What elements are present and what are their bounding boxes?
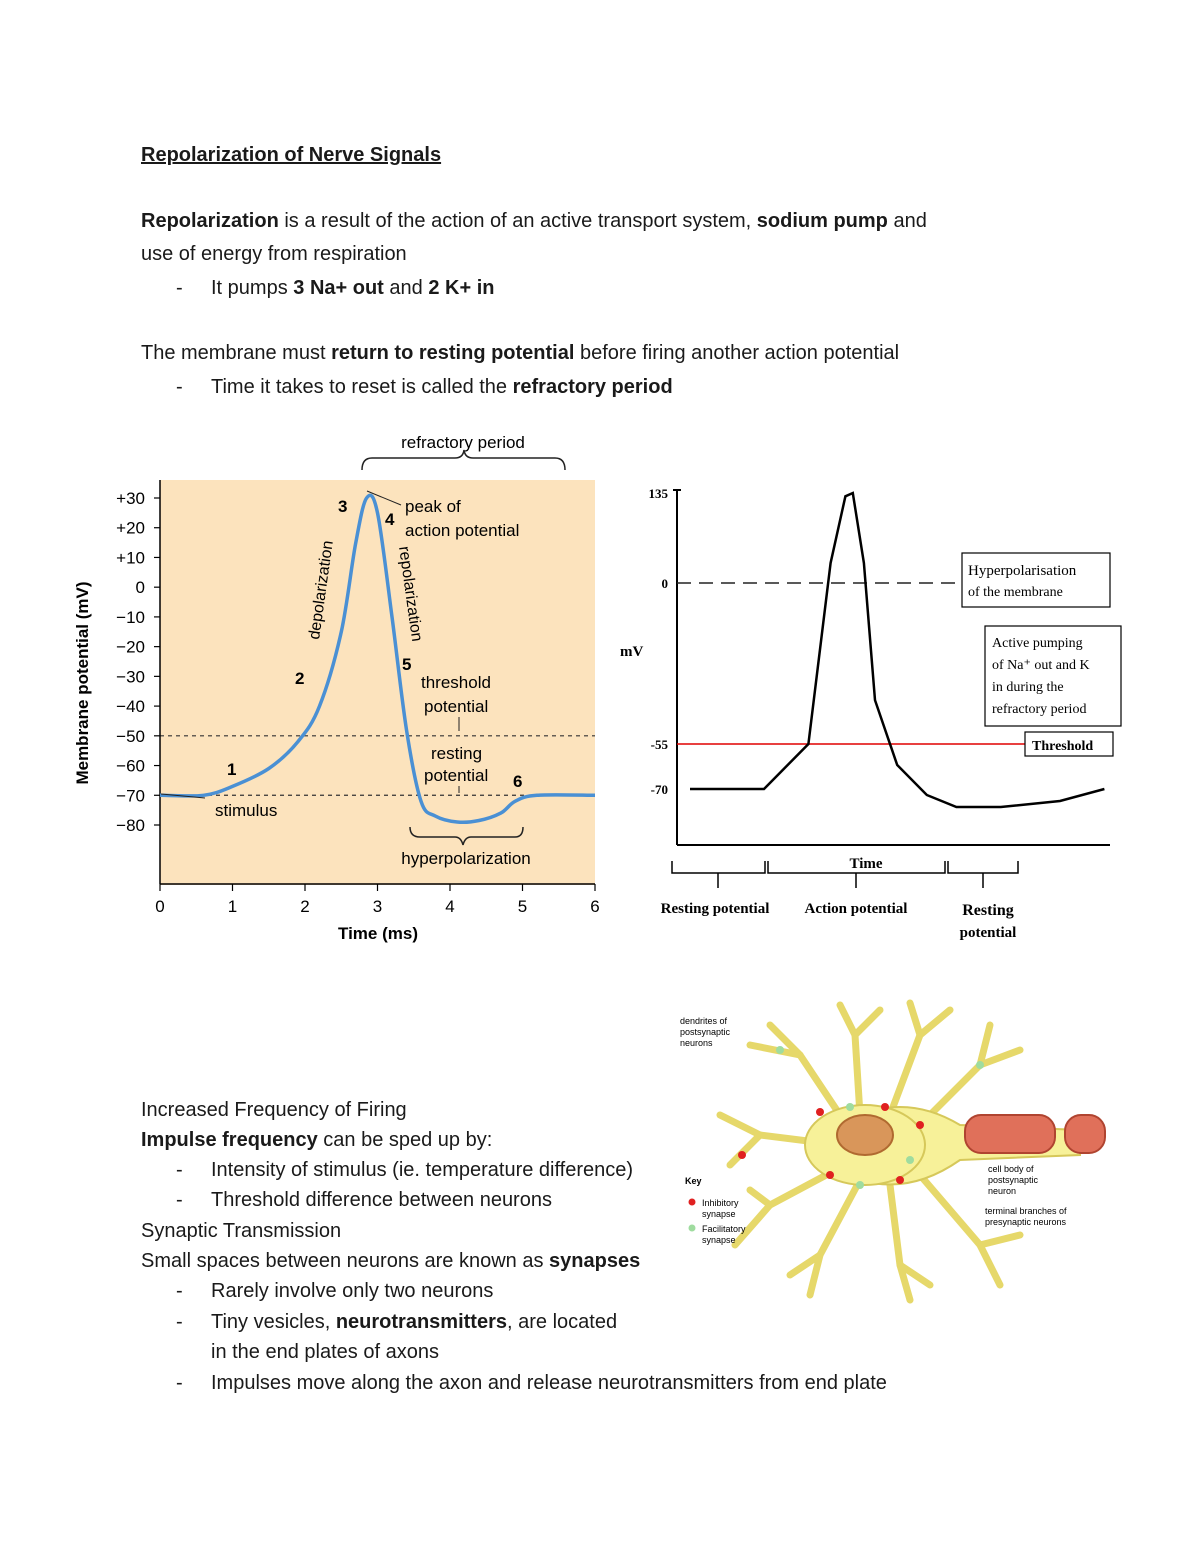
section-frequency: Increased Frequency of Firing (141, 1099, 407, 1121)
chart-plot-area (160, 480, 595, 885)
bullet-dash: - (176, 277, 183, 299)
paragraph-impulse: Impulse frequency can be sped up by: (141, 1129, 493, 1151)
bullet-dash: - (176, 1189, 183, 1211)
inhibitory-key-icon (689, 1199, 696, 1206)
resting-potential-label-3: potential (959, 925, 1017, 941)
dendrites-label: dendrites of (680, 1016, 728, 1026)
facilitatory-key-icon (689, 1225, 696, 1232)
y-tick-label: −60 (116, 756, 145, 776)
bullet-impulses: Impulses move along the axon and release neurotransmitters from end plate (211, 1372, 887, 1394)
resting-bracket-2 (948, 861, 1018, 873)
terminal-label: terminal branches of (985, 1206, 1067, 1216)
point-2: 2 (295, 669, 305, 688)
paragraph-repolarization: Repolarization is a result of the action of an active transport system, sodium pump and (141, 210, 927, 232)
y-tick-label: −70 (116, 786, 145, 806)
hyperpolarization-label: hyperpolarization (401, 849, 531, 868)
stimulus-label: stimulus (215, 801, 278, 820)
resting-label: resting (431, 744, 483, 763)
bullet-pumps: It pumps 3 Na+ out and 2 K+ in (211, 277, 495, 299)
cell-body-label: cell body of (988, 1164, 1034, 1174)
y-tick-label: −80 (116, 816, 145, 835)
terminal-label-2: presynaptic neurons (985, 1217, 1067, 1227)
nucleus (837, 1115, 893, 1155)
point-4: 4 (385, 510, 395, 529)
bullet-two-neurons: Rarely involve only two neurons (211, 1280, 494, 1302)
bullet-dash: - (176, 1159, 183, 1181)
x-tick-label: 4 (445, 897, 455, 916)
inhibitory-label-2: synapse (702, 1209, 736, 1219)
y-tick-label: −40 (116, 697, 145, 717)
y-axis-label: Membrane potential (mV) (73, 581, 92, 785)
bullet-threshold: Threshold difference between neurons (211, 1189, 552, 1211)
neuron-diagram (660, 995, 1105, 1305)
bullet-dash: - (176, 1311, 183, 1333)
point-1: 1 (227, 760, 237, 779)
action-potential-chart (65, 425, 665, 955)
refractory-bracket (362, 450, 565, 470)
facilitatory-label: Facilitatory (702, 1224, 746, 1234)
y-tick-label: 0 (661, 576, 668, 591)
active-pumping-label-3: in during the (992, 680, 1064, 695)
threshold-label-2: potential (424, 697, 489, 716)
cell-body-label-3: neuron (988, 1186, 1017, 1196)
bullet-vesicles-cont: in the end plates of axons (211, 1341, 439, 1363)
x-tick-label: 1 (227, 897, 238, 916)
y-tick-label: 0 (135, 578, 145, 598)
x-tick-label: 6 (590, 897, 600, 916)
resting-potential-label-2: Resting (962, 902, 1014, 919)
bullet-intensity: Intensity of stimulus (ie. temperature difference) (211, 1159, 634, 1181)
threshold-label: Threshold (1032, 739, 1094, 754)
active-pumping-label: Active pumping (992, 636, 1083, 651)
paragraph-repolarization-cont: use of energy from respiration (141, 243, 407, 265)
point-3: 3 (338, 497, 348, 516)
y-tick-label: +30 (116, 489, 145, 508)
y-tick-label: -70 (650, 782, 668, 797)
resting-bracket (672, 861, 765, 873)
cell-body-label-2: postsynaptic (988, 1175, 1039, 1185)
y-tick-label: −20 (116, 637, 145, 657)
threshold-label: threshold (421, 673, 491, 692)
hyperpolarisation-label: Hyperpolarisation (968, 563, 1077, 579)
peak-label: peak of (405, 497, 461, 516)
y-tick-label: −10 (116, 607, 145, 627)
y-tick-label: +10 (116, 548, 145, 568)
x-axis-label: Time (849, 856, 883, 872)
x-axis-label: Time (ms) (338, 924, 418, 943)
facilitatory-label-2: synapse (702, 1235, 736, 1245)
y-tick-label: −30 (116, 667, 145, 687)
x-tick-label: 3 (372, 897, 383, 916)
paragraph-resting: The membrane must return to resting potential before firing another action potential (141, 342, 900, 364)
bullet-dash: - (176, 1280, 183, 1302)
bullet-vesicles: Tiny vesicles, neurotransmitters, are located (211, 1311, 618, 1333)
page-title: Repolarization of Nerve Signals (141, 144, 442, 166)
bullet-refractory: Time it takes to reset is called the refractory period (211, 376, 673, 398)
repolarization-label: repolarization (395, 545, 426, 643)
y-tick-label: +20 (116, 518, 145, 538)
key-label: Key (685, 1176, 702, 1186)
bullet-dash: - (176, 1372, 183, 1394)
action-potential-label: Action potential (804, 901, 908, 917)
refractory-label: refractory period (401, 433, 525, 452)
dendrites-label-2: postsynaptic (680, 1027, 731, 1037)
bullet-dash: - (176, 376, 183, 398)
x-tick-label: 0 (155, 897, 165, 916)
x-tick-label: 2 (300, 897, 310, 916)
point-6: 6 (513, 772, 523, 791)
active-pumping-label-4: refractory period (992, 702, 1087, 717)
point-5: 5 (402, 655, 412, 674)
inhibitory-label: Inhibitory (702, 1198, 739, 1208)
myelin-sheath (965, 1115, 1055, 1153)
resting-potential-label: Resting potential (660, 901, 770, 917)
depolarization-label: depolarization (306, 539, 337, 641)
y-tick-label: -55 (650, 737, 668, 752)
section-synaptic: Synaptic Transmission (141, 1220, 342, 1242)
peak-label-2: action potential (405, 521, 520, 540)
y-tick-label: −50 (116, 726, 145, 746)
hyperpolarisation-label-2: of the membrane (968, 585, 1063, 600)
active-pumping-label-2: of Na⁺ out and K (992, 658, 1090, 673)
y-axis-label: mV (620, 644, 644, 660)
action-potential-chart-bw (620, 478, 1150, 948)
dendrites-label-3: neurons (680, 1038, 713, 1048)
resting-label-2: potential (424, 766, 489, 785)
x-tick-label: 5 (517, 897, 528, 916)
myelin-sheath-2 (1065, 1115, 1105, 1153)
y-tick-label: 135 (648, 486, 668, 501)
paragraph-synapses: Small spaces between neurons are known as synapses (141, 1250, 641, 1272)
